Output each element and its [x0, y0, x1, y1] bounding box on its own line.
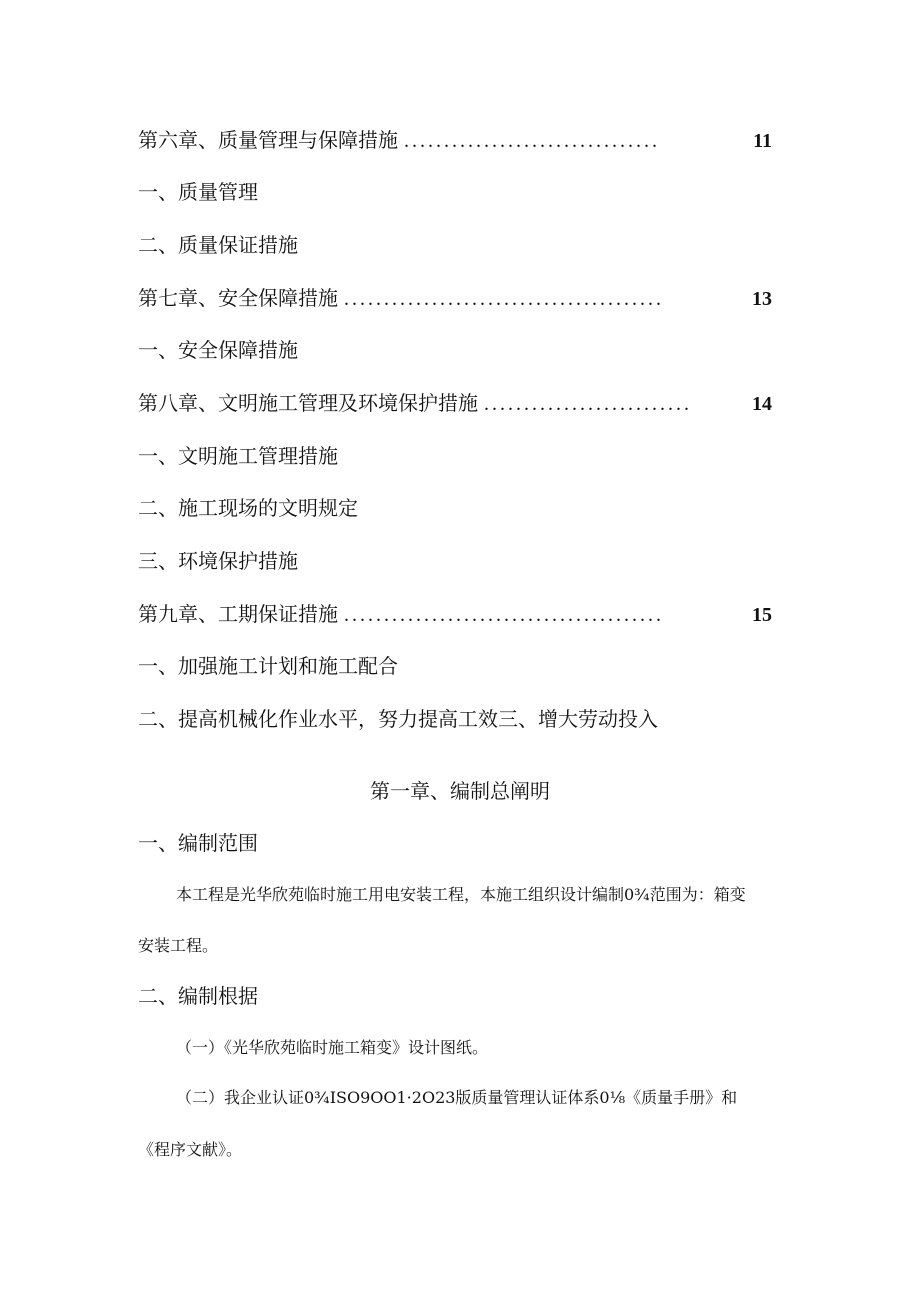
basis-item-2-line-1: （二）我企业认证0¾ISO9OO1·2O23版质量管理认证体系0⅛《质量手册》和 [176, 1088, 738, 1107]
toc-leader-dots: ........................................ [344, 288, 664, 310]
toc-entry-safety-measures[interactable]: 一、安全保障措施 [138, 338, 298, 362]
toc-entry-chapter-8[interactable] [138, 387, 772, 419]
toc-entry-mechanization[interactable]: 二、提高机械化作业水平，努力提高工效三、增大劳动投入 [138, 707, 658, 731]
toc-entry-title: 第七章、安全保障措施 [138, 286, 338, 310]
toc-leader-dots: ........................................ [344, 604, 664, 626]
basis-item-2-line-2: 《程序文献》。 [138, 1140, 243, 1159]
toc-entry-title: 第六章、质量管理与保障措施 [138, 128, 398, 152]
toc-entry-environment-protection[interactable]: 三、环境保护措施 [138, 549, 298, 573]
basis-item-1: （一）《光华欣苑临时施工箱变》设计图纸。 [176, 1038, 489, 1057]
toc-page-number: 11 [753, 130, 772, 152]
toc-entry-chapter-9[interactable] [138, 598, 772, 630]
section-title-scope: 一、编制范围 [138, 831, 258, 855]
toc-entry-quality-assurance[interactable]: 二、质量保证措施 [138, 233, 298, 257]
toc-page-number: 13 [752, 288, 772, 310]
toc-leader-dots: ................................ [404, 130, 660, 152]
toc-entry-quality-management[interactable]: 一、质量管理 [138, 180, 258, 204]
chapter-title: 第一章、编制总阐明 [370, 779, 550, 803]
toc-entry-title: 第九章、工期保证措施 [138, 602, 338, 626]
toc-entry-site-rules[interactable]: 二、施工现场的文明规定 [138, 496, 358, 520]
toc-page-number: 14 [752, 393, 772, 415]
toc-leader-dots: .......................... [484, 393, 692, 415]
section-title-basis: 二、编制根据 [138, 984, 258, 1008]
toc-entry-construction-plan[interactable]: 一、加强施工计划和施工配合 [138, 654, 398, 678]
toc-entry-title: 第八章、文明施工管理及环境保护措施 [138, 391, 478, 415]
toc-entry-civilized-construction[interactable]: 一、文明施工管理措施 [138, 444, 338, 468]
scope-paragraph-line-2: 安装工程。 [138, 936, 219, 955]
toc-page-number: 15 [752, 604, 772, 626]
toc-entry-chapter-6[interactable] [138, 124, 772, 156]
toc-entry-chapter-7[interactable] [138, 282, 772, 314]
scope-paragraph-line-1: 本工程是光华欣苑临时施工用电安装工程，本施工组织设计编制0¾范围为：箱变 [176, 885, 746, 904]
